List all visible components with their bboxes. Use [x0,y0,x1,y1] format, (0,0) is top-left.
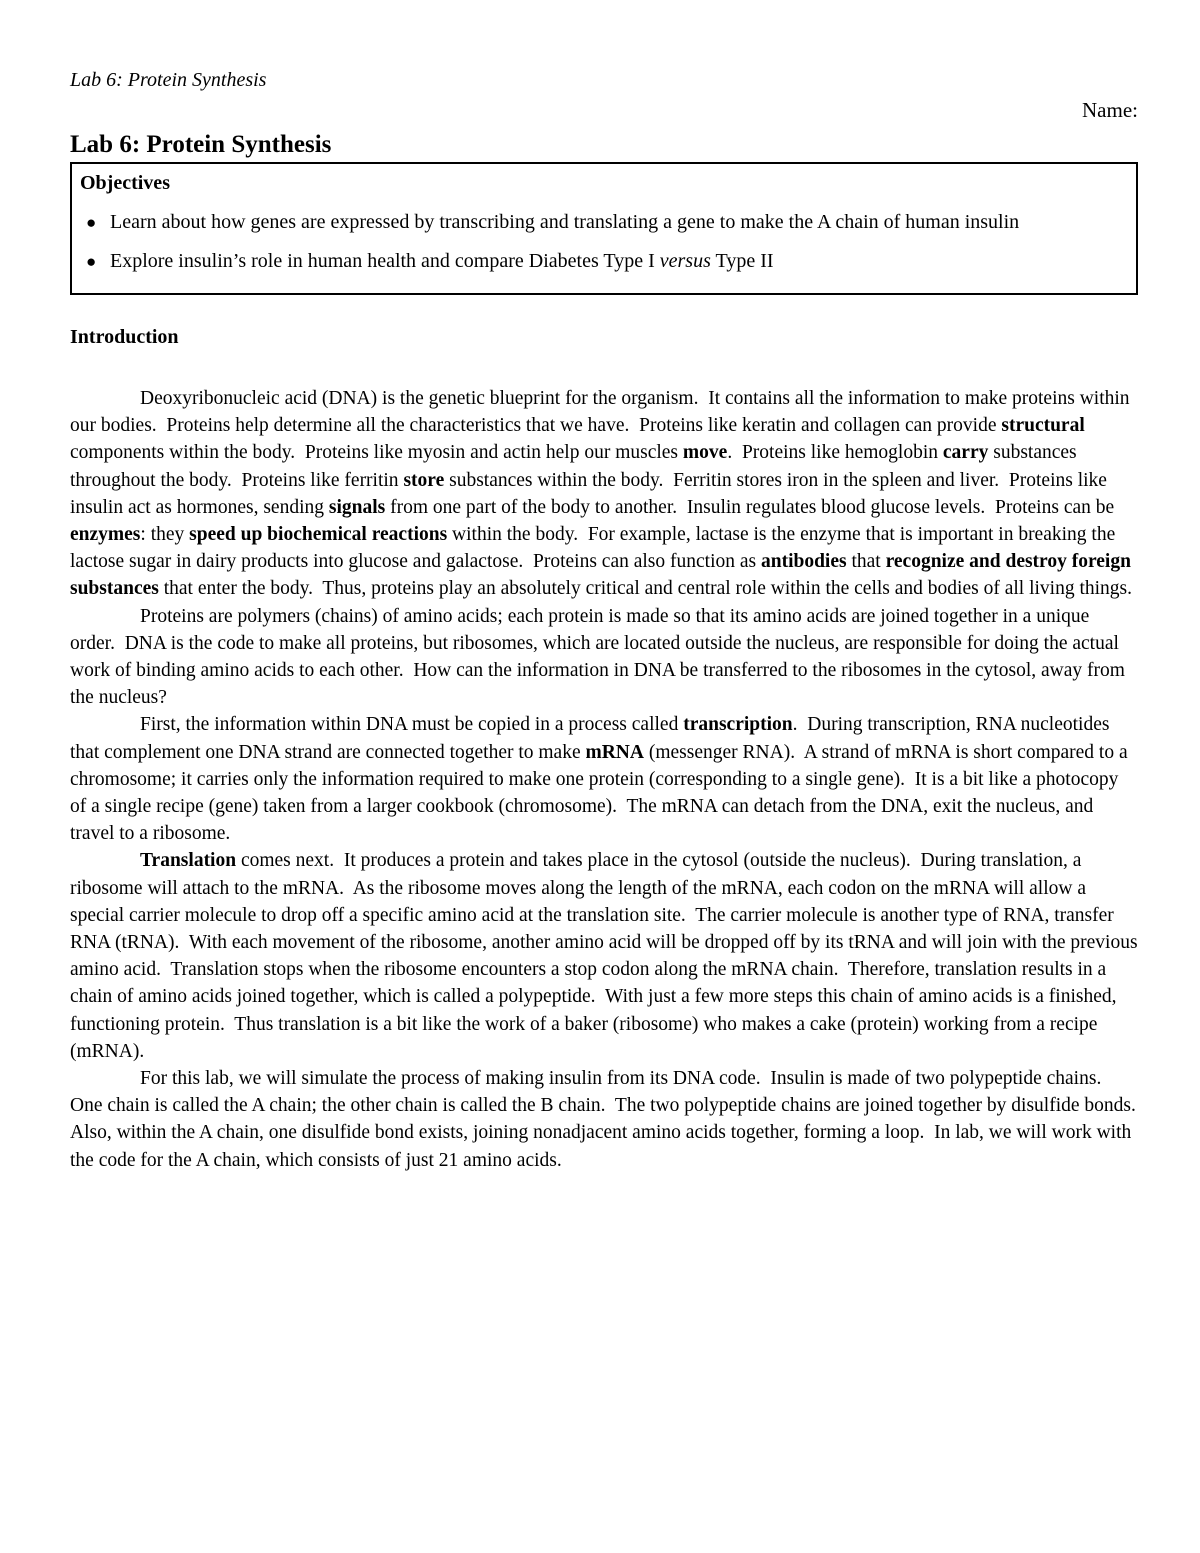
text-run: substances throughout the body. Proteins like ferritin [70,442,1082,491]
text-run: For this lab, we will simulate the process of making insulin from its DNA code. Insulin is made of two polypeptide chains. One chain is called the A chain; the other chain is called the B chain. The two polypeptide chains are joined together by disulfide bonds. Also, within the A chain, one disulfide bond exists, joining nonadjacent amino acids together, forming a loop. In lab, we will work with the code for the A chain, which consists of just 21 amino acids. [70,1068,1145,1171]
text-run: (messenger RNA). A strand of mRNA is short compared to a chromosome; it carries only the information required to make one protein (corresponding to a single gene). It is a bit like a photocopy of a single recipe (gene) taken from a larger cookbook (chromosome). The mRNA can detach from the DNA, exit the nucleus, and travel to a ribosome. [70,741,1133,845]
name-label: Name: [1082,98,1138,122]
objective-text [110,203,1124,242]
objectives-box [70,162,1138,295]
objective-item [80,203,1124,242]
text-run: transcription [683,714,793,736]
text-run: . Proteins like hemoglobin [727,442,943,464]
text-run: Deoxyribonucleic acid (DNA) is the genetic blueprint for the organism. It contains all the information to make proteins within our bodies. Proteins help determine all the characteristics that we have. Proteins like keratin and collagen can provide [70,388,1135,437]
text-run: First, the information within DNA must be copied in a process called [140,714,684,736]
objectives-heading: Objectives [80,172,170,194]
running-header: Lab 6: Protein Synthesis [70,69,267,91]
introduction-heading: Introduction [70,326,179,348]
text-run: from one part of the body to another. Insulin regulates blood glucose levels. Proteins can be [385,496,1120,518]
text-run: Translation [140,850,237,872]
text-run: : they [140,524,190,546]
paragraph [70,711,1138,847]
text-run: Proteins are polymers (chains) of amino acids; each protein is made so that its amino acids are joined together in a unique order. DNA is the code to make all proteins, but ribosomes, which are located outside the nucleus, are responsible for doing the actual work of binding amino acids to each other. How can the information in DNA be transferred to the ribosomes in the cytosol, away from the nucleus? [70,605,1130,709]
text-run: carry [942,442,989,464]
paragraph [70,847,1143,1065]
bullet-icon: ● [86,252,97,271]
paragraph [70,385,1138,603]
text-run: move [682,442,728,464]
text-run: speed up biochemical reactions [189,524,448,546]
text-run: versus [659,250,711,272]
text-run: substances within the body. Ferritin stores iron in the spleen and liver. Proteins like insulin act as hormones, sending [70,469,1112,518]
objectives-list [80,203,1124,281]
text-run: antibodies [760,551,847,573]
objective-text [110,242,1124,281]
text-run: enzymes [70,524,141,546]
text-run: mRNA [585,741,644,763]
text-run: that [846,551,886,573]
text-run: Explore insulin’s role in human health and compare Diabetes Type I [110,250,660,272]
text-run: store [403,469,445,491]
bullet-icon: ● [86,213,97,232]
text-run: within the body. For example, lactase is the enzyme that is important in breaking the lactose sugar in dairy products into glucose and galactose. Proteins can also function as [70,524,1121,573]
text-run: comes next. It produces a protein and takes place in the cytosol (outside the nucleus). During translation, a ribosome will attach to the mRNA. As the ribosome moves along the length of the mRNA, each codon on the mRNA will allow a special carrier molecule to drop off a specific amino acid at the translation site. The carrier molecule is another type of RNA, transfer RNA (tRNA). With each movement of the ribosome, another amino acid will be dropped off by its tRNA and will join with the previous amino acid. Translation stops when the ribosome encounters a stop codon along the mRNA chain. Therefore, translation results in a chain of amino acids joined together, which is called a polypeptide. With just a few more steps this chain of amino acids is a finished, functioning protein. Thus translation is a bit like the work of a baker (ribosome) who makes a cake (protein) working from a recipe (mRNA). [70,850,1143,1062]
name-row [70,98,1138,123]
introduction-body [70,385,1145,1174]
text-run: components within the body. Proteins like myosin and actin help our muscles [70,415,1090,464]
objective-item [80,242,1124,281]
text-run: structural [1001,415,1085,437]
text-run: signals [328,496,386,518]
text-run: Type II [710,250,774,272]
text-run: recognize and destroy foreign substances [70,551,1136,600]
paragraph [70,1065,1145,1174]
text-run: that enter the body. Thus, proteins play an absolutely critical and central role within the cells and bodies of all living things. [158,578,1132,600]
page-title: Lab 6: Protein Synthesis [70,131,332,158]
text-run: . During transcription, RNA nucleotides that complement one DNA strand are connected together to make [70,714,1115,763]
paragraph [70,603,1138,712]
text-run: Learn about how genes are expressed by transcribing and translating a gene to make the A chain of human insulin [110,211,1020,233]
